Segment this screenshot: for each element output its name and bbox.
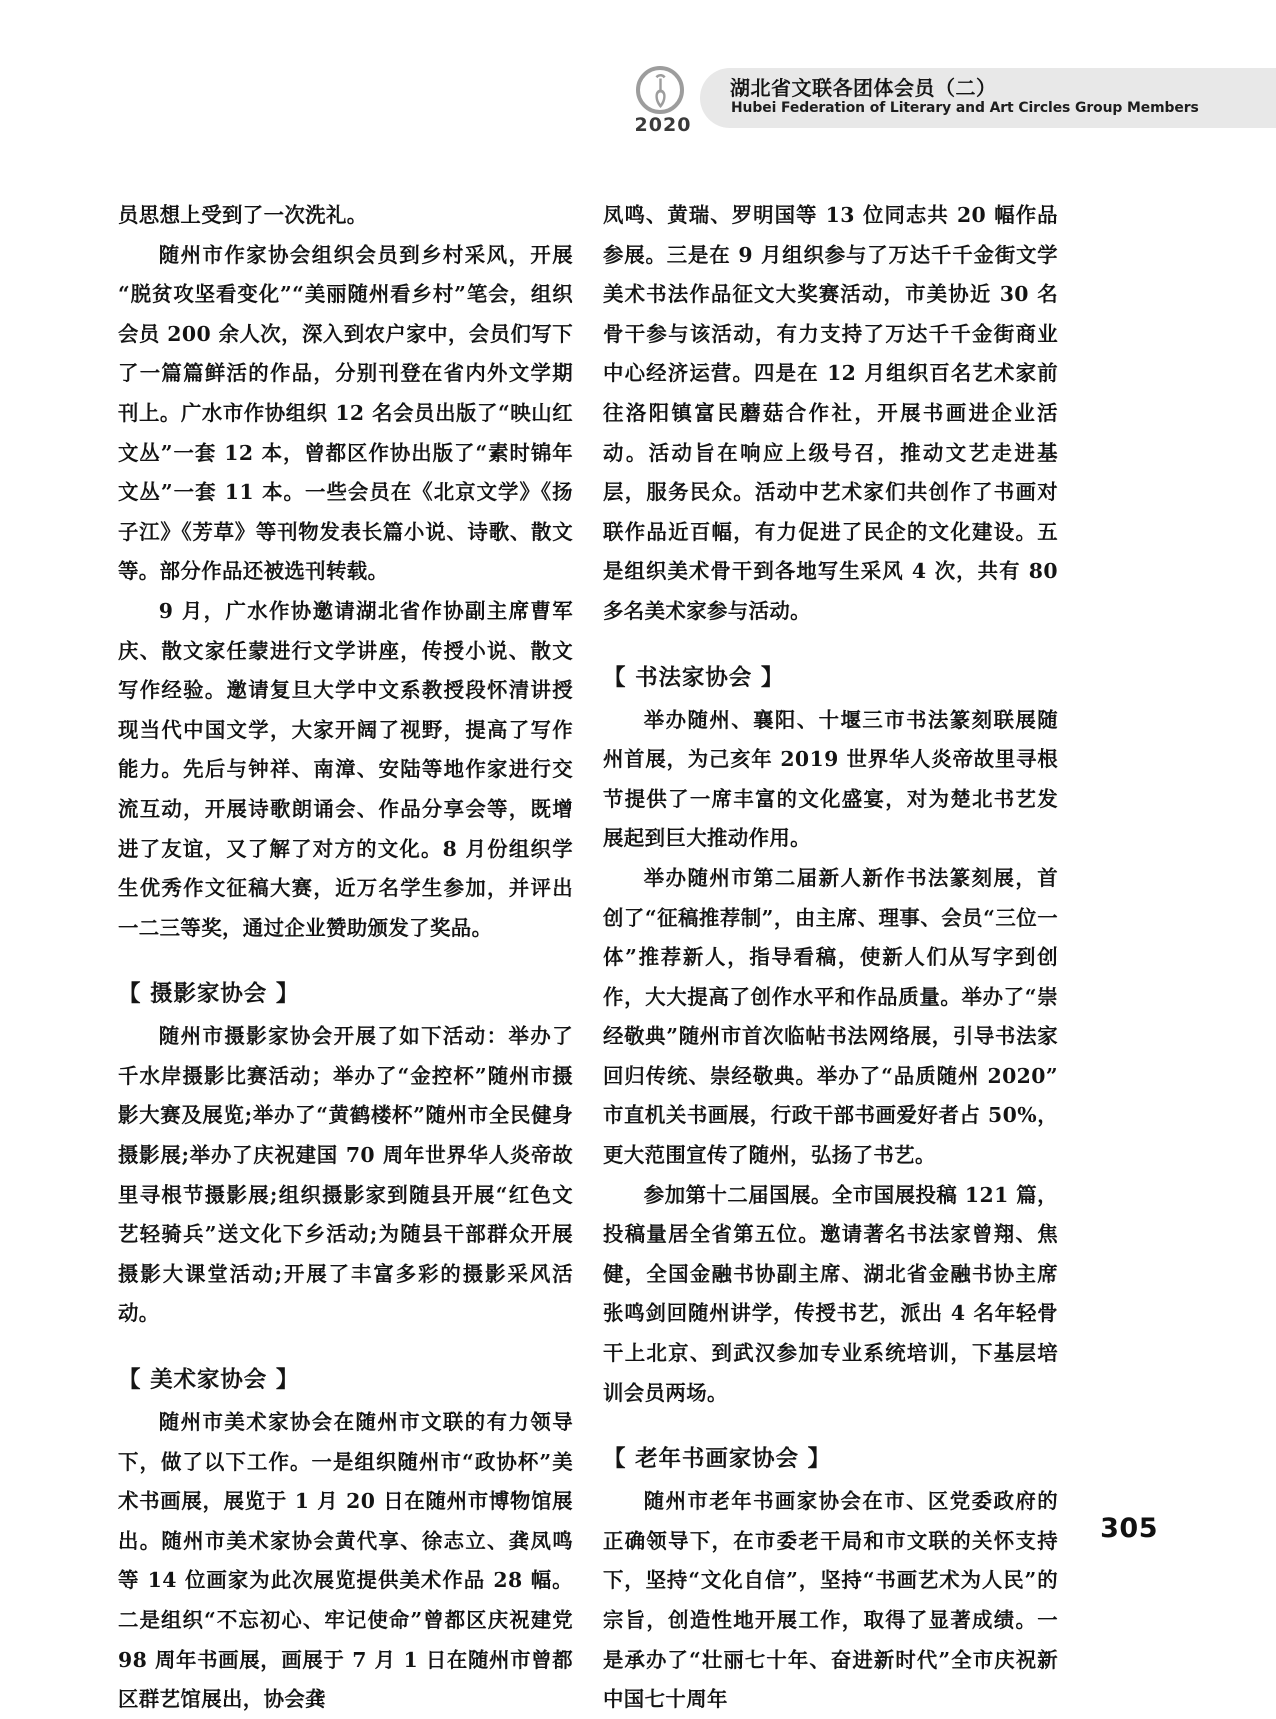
- section-heading: 【 美术家协会 】: [118, 1367, 300, 1394]
- body-paragraph: 随州市作家协会组织会员到乡村采风，开展“脱贫攻坚看变化”“美丽随州看乡村”笔会，组织会员 200 余人次，深入到农户家中，会员们写下了一篇篇鲜活的作品，分别刊登在省内外文学期刊上。广水市作协组织 12 名会员出版了“映山红文丛”一套 12 本，曾都区作协出版了“素时锦年文丛”一套 11 本。一些会员在《北京文学》《扬子江》《芳草》等刊物发表长篇小说、诗歌、散文等。部分作品还被选刊转载。: [118, 242, 573, 584]
- logo-block: [625, 66, 701, 138]
- running-header-title-cn: 湖北省文联各团体会员（二）: [730, 76, 997, 100]
- body-paragraph: 员思想上受到了一次洗礼。: [118, 203, 368, 227]
- section-heading: 【 摄影家协会 】: [118, 981, 300, 1008]
- body-paragraph: 随州市摄影家协会开展了如下活动：举办了千水岸摄影比赛活动；举办了“金控杯”随州市摄影大赛及展览;举办了“黄鹤楼杯”随州市全民健身摄影展;举办了庆祝建国 70 周年世界华人炎帝故里寻根节摄影展;组织摄影家到随县开展“红色文艺轻骑兵”送文化下乡活动;为随县干部群众开展摄影大课堂活动;开展了丰富多彩的摄影采风活动。: [118, 1024, 573, 1326]
- body-paragraph: 随州市老年书画家协会在市、区党委政府的正确领导下，在市委老干局和市文联的关怀支持下，坚持“文化自信”，坚持“书画艺术为人民”的宗旨，创造性地开展工作，取得了显著成绩。一是承办了“壮丽七十年、奋进新时代”全市庆祝新中国七十周年: [603, 1489, 1058, 1712]
- logo-year: 2020: [634, 114, 692, 136]
- section-heading: 【 书法家协会 】: [603, 664, 785, 691]
- running-header-title-en: Hubei Federation of Literary and Art Circles Group Members: [731, 100, 1199, 116]
- body-paragraph: 随州市美术家协会在随州市文联的有力领导下，做了以下工作。一是组织随州市“政协杯”美术书画展，展览于 1 月 20 日在随州市博物馆展出。随州市美术家协会黄代享、徐志立、龚凤鸣等 14 位画家为此次展览提供美术作品 28 幅。二是组织“不忘初心、牢记使命”曾都区庆祝建党 98 周年书画展，画展于 7 月 1 日在随州市曾都区群艺馆展出，协会龚: [118, 1410, 573, 1712]
- running-header: [0, 66, 1276, 138]
- federation-emblem-icon: [633, 66, 691, 118]
- body-paragraph: 参加第十二届国展。全市国展投稿 121 篇，投稿量居全省第五位。邀请著名书法家曾翔、焦健，全国金融书协副主席、湖北省金融书协主席张鸣剑回随州讲学，传授书艺，派出 4 名年轻骨干上北京、到武汉参加专业系统培训，下基层培训会员两场。: [603, 1182, 1058, 1405]
- emblem-figure-icon: [650, 73, 671, 109]
- text-column-right: [603, 196, 1058, 1719]
- body-paragraph: 举办随州、襄阳、十堰三市书法篆刻联展随州首展，为己亥年 2019 世界华人炎帝故里寻根节提供了一席丰富的文化盛宴，对为楚北书艺发展起到巨大推动作用。: [603, 707, 1058, 851]
- text-column-left: [118, 196, 573, 1719]
- body-paragraph: 凤鸣、黄瑞、罗明国等 13 位同志共 20 幅作品参展。三是在 9 月组织参与了万达千千金街文学美术书法作品征文大奖赛活动，市美协近 30 名骨干参与该活动，有力支持了万达千千金街商业中心经济运营。四是在 12 月组织百名艺术家前往洛阳镇富民蘑菇合作社，开展书画进企业活动。活动旨在响应上级号召，推动文艺走进基层，服务民众。活动中艺术家们共创作了书画对联作品近百幅，有力促进了民企的文化建设。五是组织美术骨干到各地写生采风 4 次，共有 80 多名美术家参与活动。: [603, 203, 1058, 623]
- section-heading: 【 老年书画家协会 】: [603, 1446, 832, 1473]
- body-paragraph: 9 月，广水作协邀请湖北省作协副主席曹军庆、散文家任蒙进行文学讲座，传授小说、散文写作经验。邀请复旦大学中文系教授段怀清讲授现当代中国文学，大家开阔了视野，提高了写作能力。先后与钟祥、南漳、安陆等地作家进行交流互动，开展诗歌朗诵会、作品分享会等，既增进了友谊，又了解了对方的文化。8 月份组织学生优秀作文征稿大赛，近万名学生参加，并评出一二三等奖，通过企业赞助颁发了奖品。: [118, 598, 573, 940]
- page-number: 305: [1100, 1513, 1158, 1544]
- body-paragraph: 举办随州市第二届新人新作书法篆刻展，首创了“征稿推荐制”，由主席、理事、会员“三位一体”推荐新人，指导看稿，使新人们从写字到创作，大大提高了创作水平和作品质量。举办了“崇经敬典”随州市首次临帖书法网络展，引导书法家回归传统、崇经敬典。举办了“品质随州 2020”市直机关书画展，行政干部书画爱好者占 50%，更大范围宣传了随州，弘扬了书艺。: [603, 865, 1058, 1168]
